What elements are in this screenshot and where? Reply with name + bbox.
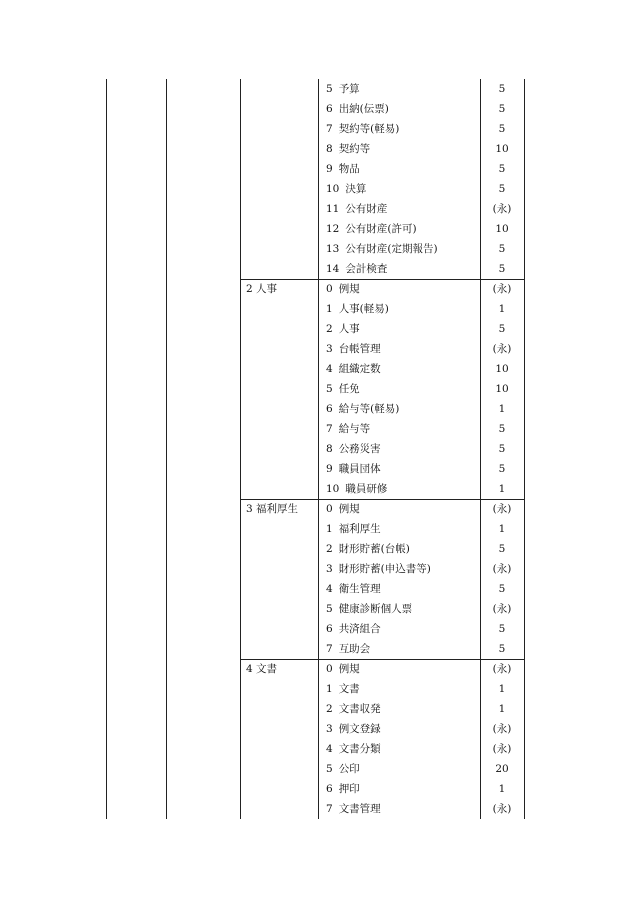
item-number: 1 <box>326 683 333 695</box>
table-row <box>240 159 524 179</box>
retention-years: (永) <box>492 283 512 295</box>
item-cell <box>326 259 476 279</box>
section-label <box>246 119 318 139</box>
section-label: 2 人事 <box>246 283 278 295</box>
retention-years: (永) <box>492 723 512 735</box>
item-label: 財形貯蓄(台帳) <box>338 543 410 555</box>
item-number: 14 <box>326 263 340 275</box>
item-number: 10 <box>326 183 340 195</box>
table-row <box>240 439 524 459</box>
retention-years: (永) <box>492 343 512 355</box>
section-label <box>246 639 318 659</box>
section-label <box>246 179 318 199</box>
retention-schedule-table <box>240 79 524 819</box>
section-label <box>246 319 318 339</box>
item-label: 職員研修 <box>345 483 388 495</box>
item-number: 2 <box>326 703 333 715</box>
item-number: 9 <box>326 463 333 475</box>
table-border-right <box>524 79 525 819</box>
table-row <box>240 219 524 239</box>
item-cell <box>326 539 476 559</box>
section-label <box>246 379 318 399</box>
item-number: 2 <box>326 543 333 555</box>
retention-years: 5 <box>498 163 506 175</box>
retention-years: 5 <box>498 623 506 635</box>
retention-years: 5 <box>498 643 506 655</box>
table-row <box>240 739 524 759</box>
item-number: 5 <box>326 603 333 615</box>
retention-years: 1 <box>498 683 506 695</box>
item-number: 7 <box>326 643 333 655</box>
table-row <box>240 319 524 339</box>
section-label <box>246 719 318 739</box>
item-cell <box>326 359 476 379</box>
item-label: 契約等(軽易) <box>338 123 400 135</box>
item-label: 共済組合 <box>338 623 381 635</box>
item-number: 6 <box>326 623 333 635</box>
item-label: 福利厚生 <box>338 523 381 535</box>
item-cell <box>326 239 476 259</box>
item-label: 公有財産(許可) <box>345 223 417 235</box>
table-column-divider <box>166 79 167 819</box>
table-row <box>240 299 524 319</box>
item-cell <box>326 759 476 779</box>
table-row <box>240 759 524 779</box>
item-label: 文書 <box>338 683 360 695</box>
retention-years: 5 <box>498 263 506 275</box>
table-row <box>240 259 524 279</box>
section-label <box>246 99 318 119</box>
item-number: 5 <box>326 83 333 95</box>
item-label: 給与等 <box>338 423 371 435</box>
section-label <box>246 619 318 639</box>
table-row <box>240 699 524 719</box>
retention-years: 5 <box>498 463 506 475</box>
retention-years: 5 <box>498 123 506 135</box>
item-cell <box>326 179 476 199</box>
item-label: 物品 <box>338 163 360 175</box>
retention-years: (永) <box>492 563 512 575</box>
retention-years: 10 <box>495 143 509 155</box>
item-number: 6 <box>326 103 333 115</box>
item-label: 互助会 <box>338 643 371 655</box>
section-label <box>246 79 318 99</box>
retention-years: (永) <box>492 503 512 515</box>
item-number: 6 <box>326 783 333 795</box>
item-number: 3 <box>326 723 333 735</box>
item-cell <box>326 439 476 459</box>
item-label: 健康診断個人票 <box>338 603 413 615</box>
item-number: 2 <box>326 323 333 335</box>
retention-years: (永) <box>492 663 512 675</box>
item-cell <box>326 679 476 699</box>
table-row <box>240 99 524 119</box>
table-row <box>240 779 524 799</box>
section-label <box>246 399 318 419</box>
item-label: 決算 <box>345 183 367 195</box>
table-row <box>240 539 524 559</box>
item-label: 例規 <box>338 663 360 675</box>
item-cell <box>326 319 476 339</box>
item-number: 8 <box>326 143 333 155</box>
retention-years: 5 <box>498 543 506 555</box>
item-label: 公印 <box>338 763 360 775</box>
retention-years: (永) <box>492 203 512 215</box>
section-label <box>246 459 318 479</box>
section-label: 4 文書 <box>246 663 278 675</box>
section-label <box>246 739 318 759</box>
item-cell <box>326 659 476 679</box>
table-row <box>240 599 524 619</box>
item-cell <box>326 559 476 579</box>
retention-years: 10 <box>495 383 509 395</box>
table-row <box>240 679 524 699</box>
table-row <box>240 479 524 499</box>
item-label: 文書収発 <box>338 703 381 715</box>
item-label: 台帳管理 <box>338 343 381 355</box>
item-number: 7 <box>326 803 333 815</box>
item-label: 任免 <box>338 383 360 395</box>
section-label <box>246 539 318 559</box>
table-row <box>240 399 524 419</box>
table-row <box>240 559 524 579</box>
item-number: 7 <box>326 123 333 135</box>
item-number: 4 <box>326 363 333 375</box>
section-label <box>246 759 318 779</box>
retention-years: 1 <box>498 703 506 715</box>
item-number: 10 <box>326 483 340 495</box>
section-label <box>246 799 318 819</box>
item-cell <box>326 639 476 659</box>
item-cell <box>326 719 476 739</box>
item-cell <box>326 79 476 99</box>
item-cell <box>326 599 476 619</box>
item-label: 人事(軽易) <box>338 303 389 315</box>
table-row <box>240 619 524 639</box>
table-row <box>240 499 524 519</box>
item-cell <box>326 399 476 419</box>
item-number: 3 <box>326 563 333 575</box>
item-cell <box>326 199 476 219</box>
retention-years: 1 <box>498 483 506 495</box>
item-number: 1 <box>326 523 333 535</box>
item-cell <box>326 699 476 719</box>
table-row <box>240 179 524 199</box>
item-label: 出納(伝票) <box>338 103 389 115</box>
retention-years: 1 <box>498 783 506 795</box>
item-cell <box>326 159 476 179</box>
section-label <box>246 519 318 539</box>
table-row <box>240 639 524 659</box>
item-cell <box>326 739 476 759</box>
item-label: 例規 <box>338 503 360 515</box>
section-label <box>246 699 318 719</box>
table-border-left <box>106 79 107 819</box>
table-row <box>240 279 524 299</box>
table-row <box>240 419 524 439</box>
retention-years: (永) <box>492 743 512 755</box>
item-cell <box>326 459 476 479</box>
item-cell <box>326 499 476 519</box>
item-cell <box>326 579 476 599</box>
item-number: 0 <box>326 663 333 675</box>
item-cell <box>326 779 476 799</box>
item-cell <box>326 219 476 239</box>
retention-years: (永) <box>492 803 512 815</box>
item-number: 11 <box>326 203 340 215</box>
item-label: 例規 <box>338 283 360 295</box>
section-label <box>246 339 318 359</box>
item-label: 押印 <box>338 783 360 795</box>
item-cell <box>326 339 476 359</box>
item-cell <box>326 279 476 299</box>
item-number: 4 <box>326 583 333 595</box>
section-label <box>246 599 318 619</box>
item-label: 契約等 <box>338 143 371 155</box>
section-label <box>246 299 318 319</box>
table-row <box>240 79 524 99</box>
retention-years: 5 <box>498 83 506 95</box>
retention-years: 1 <box>498 303 506 315</box>
section-label <box>246 579 318 599</box>
retention-years: 10 <box>495 363 509 375</box>
table-row <box>240 119 524 139</box>
section-label: 3 福利厚生 <box>246 503 299 515</box>
item-number: 0 <box>326 503 333 515</box>
table-row <box>240 359 524 379</box>
table-row <box>240 659 524 679</box>
section-label <box>246 199 318 219</box>
item-label: 人事 <box>338 323 360 335</box>
item-number: 12 <box>326 223 340 235</box>
item-number: 3 <box>326 343 333 355</box>
item-label: 給与等(軽易) <box>338 403 400 415</box>
section-label <box>246 779 318 799</box>
section-label <box>246 259 318 279</box>
item-cell <box>326 99 476 119</box>
item-number: 0 <box>326 283 333 295</box>
table-row <box>240 379 524 399</box>
section-label <box>246 139 318 159</box>
retention-years: 5 <box>498 583 506 595</box>
section-label <box>246 479 318 499</box>
table-row <box>240 579 524 599</box>
item-label: 会計検査 <box>345 263 388 275</box>
item-cell <box>326 139 476 159</box>
item-label: 文書分類 <box>338 743 381 755</box>
retention-years: 5 <box>498 423 506 435</box>
table-row <box>240 799 524 819</box>
item-label: 衛生管理 <box>338 583 381 595</box>
table-row <box>240 459 524 479</box>
item-label: 財形貯蓄(申込書等) <box>338 563 431 575</box>
table-row <box>240 239 524 259</box>
retention-years: 5 <box>498 183 506 195</box>
item-cell <box>326 799 476 819</box>
section-label <box>246 219 318 239</box>
item-number: 8 <box>326 443 333 455</box>
section-label <box>246 559 318 579</box>
item-number: 4 <box>326 743 333 755</box>
item-label: 文書管理 <box>338 803 381 815</box>
item-cell <box>326 119 476 139</box>
section-label <box>246 159 318 179</box>
item-cell <box>326 479 476 499</box>
item-label: 例文登録 <box>338 723 381 735</box>
section-label <box>246 419 318 439</box>
retention-years: 5 <box>498 323 506 335</box>
item-number: 13 <box>326 243 340 255</box>
item-label: 公有財産(定期報告) <box>345 243 438 255</box>
item-label: 職員団体 <box>338 463 381 475</box>
item-number: 6 <box>326 403 333 415</box>
item-cell <box>326 379 476 399</box>
item-label: 公務災害 <box>338 443 381 455</box>
retention-years: 1 <box>498 523 506 535</box>
item-cell <box>326 619 476 639</box>
table-row <box>240 339 524 359</box>
section-label <box>246 239 318 259</box>
retention-years: 10 <box>495 223 509 235</box>
table-row <box>240 519 524 539</box>
item-number: 5 <box>326 383 333 395</box>
retention-years: 5 <box>498 443 506 455</box>
item-cell <box>326 299 476 319</box>
section-label <box>246 359 318 379</box>
retention-years: (永) <box>492 603 512 615</box>
retention-years: 1 <box>498 403 506 415</box>
item-number: 1 <box>326 303 333 315</box>
table-row <box>240 719 524 739</box>
item-label: 予算 <box>338 83 360 95</box>
table-row <box>240 199 524 219</box>
section-label <box>246 679 318 699</box>
table-row <box>240 139 524 159</box>
retention-years: 20 <box>495 763 509 775</box>
section-label <box>246 439 318 459</box>
item-label: 公有財産 <box>345 203 388 215</box>
item-cell <box>326 519 476 539</box>
item-label: 組織定数 <box>338 363 381 375</box>
retention-years: 5 <box>498 243 506 255</box>
item-number: 7 <box>326 423 333 435</box>
retention-years: 5 <box>498 103 506 115</box>
item-number: 5 <box>326 763 333 775</box>
item-number: 9 <box>326 163 333 175</box>
item-cell <box>326 419 476 439</box>
